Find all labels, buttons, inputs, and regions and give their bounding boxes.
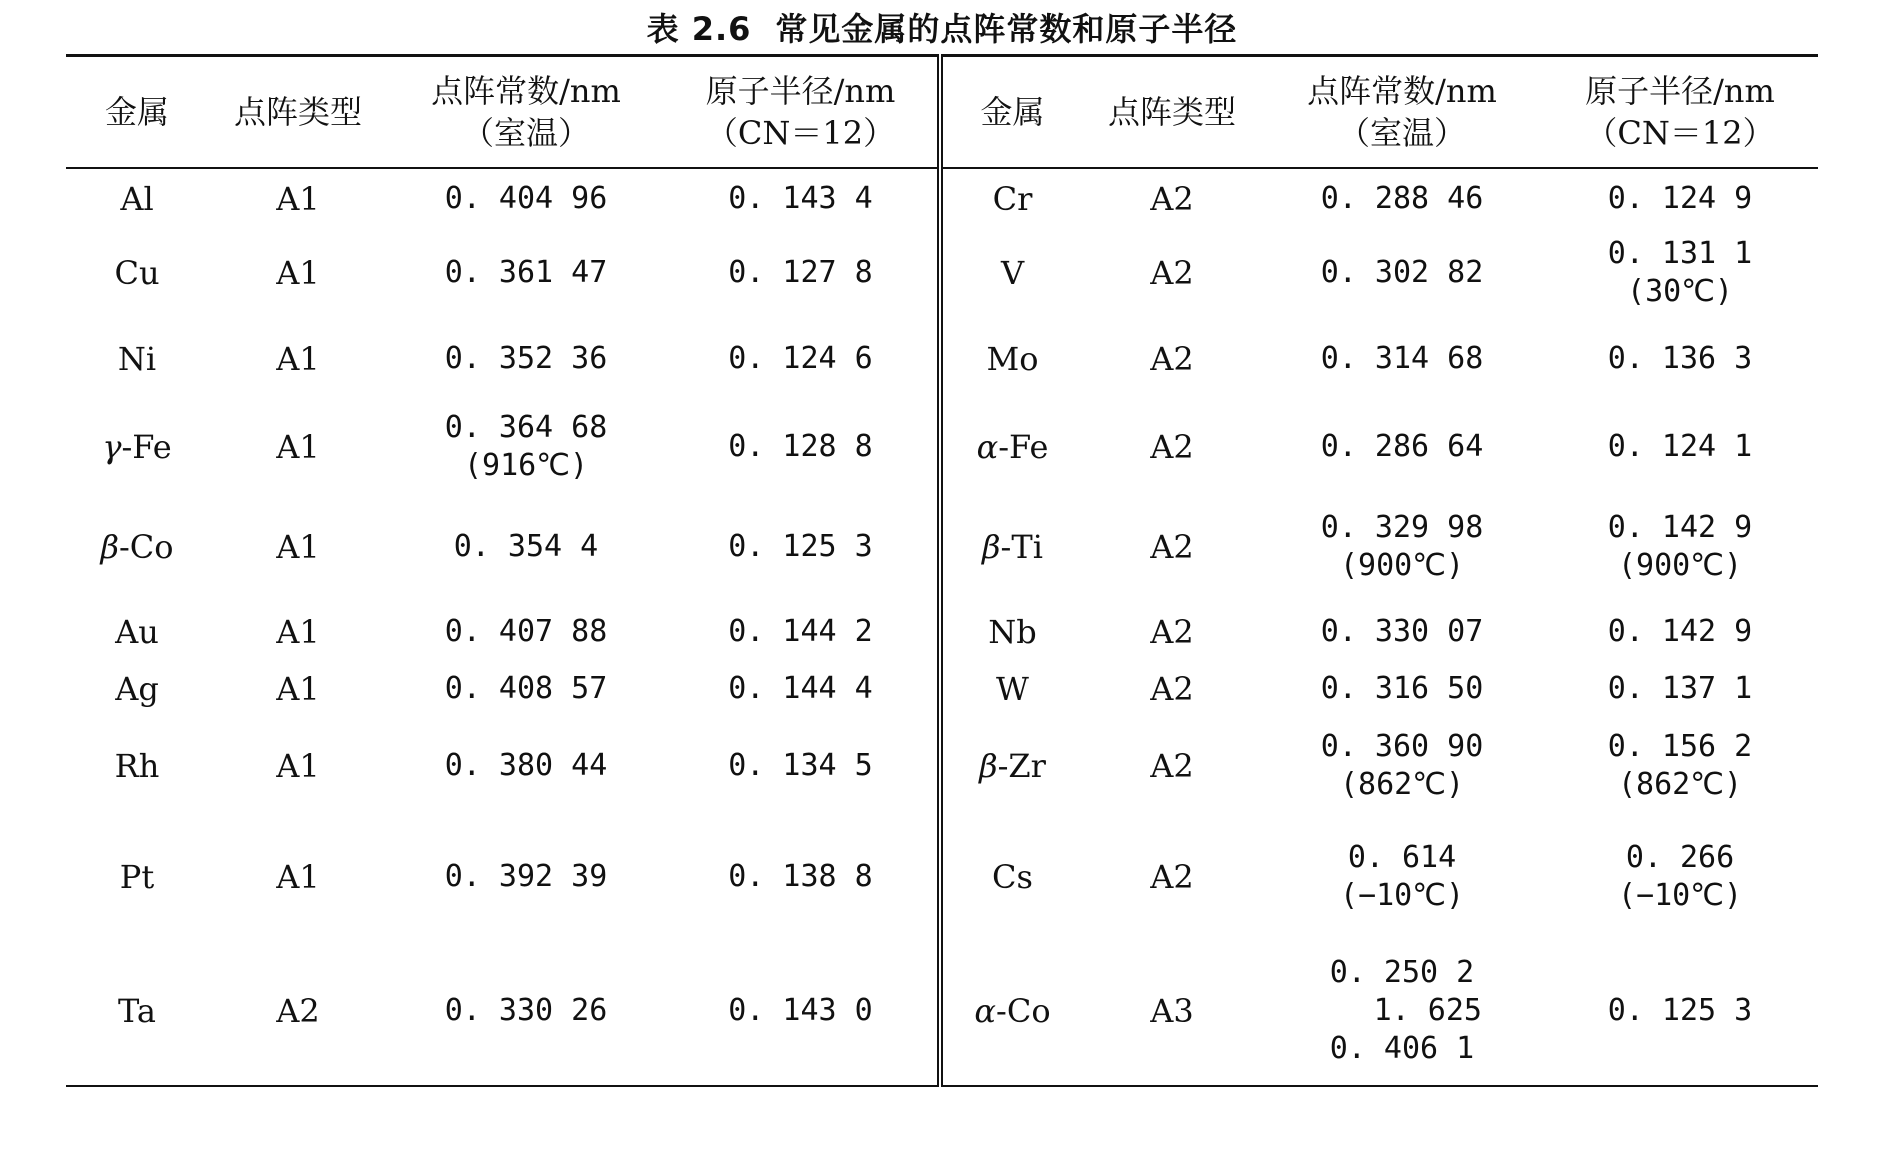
atomic-radius-cell bbox=[1542, 492, 1818, 602]
metal-phase-prefix: β bbox=[982, 527, 1001, 566]
lattice-constant-cell bbox=[388, 492, 664, 602]
lattice-constant-cell bbox=[1262, 316, 1542, 402]
metal-symbol: -Co bbox=[996, 992, 1051, 1030]
lattice-constant-cell-line: 0. 302 82 bbox=[1320, 254, 1484, 290]
column-header-label: 点阵类型 bbox=[233, 92, 362, 131]
table-body bbox=[66, 168, 1818, 1086]
lattice-constant-cell-line: 1. 625 bbox=[1373, 993, 1482, 1028]
metal-cell: Ta bbox=[66, 938, 208, 1086]
atomic-radius-cell bbox=[664, 316, 940, 402]
metal-cell bbox=[940, 716, 1082, 816]
metal-cell: Rh bbox=[114, 746, 160, 785]
atomic-radius-cell-line: 0. 124 9 bbox=[1607, 181, 1753, 216]
atomic-radius-cell bbox=[664, 662, 940, 716]
lattice-constant-cell-line: (916℃) bbox=[464, 447, 588, 483]
column-header bbox=[1082, 56, 1262, 168]
column-header-label: 原子半径/nm bbox=[705, 71, 896, 110]
lattice-constant-cell-line: 0. 361 47 bbox=[444, 254, 608, 290]
atomic-radius-cell bbox=[1542, 168, 1818, 230]
atomic-radius-cell-line: 0. 143 4 bbox=[728, 181, 873, 216]
metal-cell: Cs bbox=[992, 857, 1033, 896]
lattice-constant-cell bbox=[388, 316, 664, 402]
lattice-constant-cell-line: 0. 354 4 bbox=[453, 528, 599, 564]
lattice-constant-cell bbox=[1262, 168, 1542, 230]
metal-symbol: -Fe bbox=[121, 427, 172, 466]
lattice-constant-cell bbox=[1262, 938, 1542, 1086]
lattice-constant-cell bbox=[388, 816, 664, 938]
metal-cell: Ni bbox=[117, 339, 157, 378]
lattice-type-cell: A2 bbox=[1150, 180, 1194, 218]
metal-symbol: -Zr bbox=[997, 746, 1046, 785]
column-header-condition: （室温） bbox=[461, 113, 590, 152]
lattice-constant-cell-line: 0. 408 57 bbox=[444, 670, 608, 706]
metal-cell bbox=[66, 492, 208, 602]
lattice-constant-cell-line: 0. 360 90 bbox=[1320, 728, 1484, 764]
lattice-constant-cell bbox=[388, 402, 664, 492]
lattice-constant-cell-line: 0. 404 96 bbox=[444, 181, 608, 216]
lattice-constant-cell-line: 0. 352 36 bbox=[444, 340, 608, 376]
metal-cell bbox=[940, 938, 1082, 1086]
lattice-constant-cell bbox=[1262, 662, 1542, 716]
atomic-radius-cell bbox=[1542, 402, 1818, 492]
lattice-type-cell: A1 bbox=[276, 612, 320, 651]
lattice-constant-cell bbox=[1262, 402, 1542, 492]
metal-cell: Ag bbox=[115, 669, 159, 708]
metals-table bbox=[66, 54, 1818, 1087]
atomic-radius-cell-line: 0. 142 9 bbox=[1607, 509, 1753, 545]
lattice-type-cell: A1 bbox=[276, 669, 320, 708]
lattice-constant-cell-line: 0. 329 98 bbox=[1320, 509, 1484, 545]
table-row bbox=[66, 938, 1818, 1086]
lattice-type-cell: A1 bbox=[276, 180, 320, 218]
column-header-label: 点阵常数/nm bbox=[1307, 71, 1497, 110]
atomic-radius-cell-line: 0. 137 1 bbox=[1607, 670, 1753, 706]
atomic-radius-cell bbox=[1542, 816, 1818, 938]
lattice-constant-cell bbox=[388, 168, 664, 230]
table-row bbox=[66, 492, 1818, 602]
atomic-radius-cell-line: 0. 128 8 bbox=[728, 428, 873, 464]
table-row bbox=[66, 230, 1818, 316]
atomic-radius-cell bbox=[664, 816, 940, 938]
column-header bbox=[664, 56, 940, 168]
atomic-radius-cell-line: 0. 134 5 bbox=[728, 747, 873, 783]
metal-cell bbox=[66, 402, 208, 492]
column-header bbox=[1262, 56, 1542, 168]
lattice-constant-cell-line: 0. 330 07 bbox=[1320, 613, 1484, 649]
atomic-radius-cell-line: 0. 143 0 bbox=[728, 993, 873, 1028]
atomic-radius-cell-line: 0. 124 6 bbox=[728, 340, 873, 376]
column-header-label: 金属 bbox=[980, 92, 1045, 131]
lattice-constant-cell-line: (900℃) bbox=[1340, 547, 1464, 583]
atomic-radius-cell-line: 0. 138 8 bbox=[728, 858, 873, 894]
column-header-label: 原子半径/nm bbox=[1585, 71, 1775, 110]
lattice-type-cell: A1 bbox=[276, 427, 320, 466]
metal-cell: Al bbox=[120, 180, 154, 218]
table-row bbox=[66, 316, 1818, 402]
atomic-radius-cell bbox=[1542, 602, 1818, 662]
metal-cell bbox=[940, 402, 1082, 492]
lattice-constant-cell bbox=[388, 938, 664, 1086]
column-header bbox=[66, 56, 208, 168]
lattice-constant-cell-line: (862℃) bbox=[1340, 766, 1464, 802]
lattice-constant-cell-line: 0. 407 88 bbox=[444, 613, 608, 649]
lattice-type-cell: A2 bbox=[1150, 527, 1194, 566]
metal-cell: Au bbox=[115, 612, 159, 651]
table-row bbox=[66, 662, 1818, 716]
table-number: 表 2.6 bbox=[646, 10, 752, 48]
atomic-radius-cell-line: 0. 127 8 bbox=[728, 254, 873, 290]
lattice-constant-cell bbox=[388, 716, 664, 816]
lattice-type-cell: A2 bbox=[1150, 612, 1194, 651]
lattice-constant-cell bbox=[388, 602, 664, 662]
lattice-constant-cell bbox=[1262, 230, 1542, 316]
metal-phase-prefix: α bbox=[976, 427, 999, 466]
table-row bbox=[66, 602, 1818, 662]
lattice-constant-cell-line: 0. 380 44 bbox=[444, 747, 608, 783]
lattice-type-cell: A1 bbox=[276, 339, 320, 378]
atomic-radius-cell-line: 0. 266 bbox=[1625, 839, 1735, 875]
atomic-radius-cell-line: (30℃) bbox=[1627, 273, 1733, 309]
lattice-constant-cell-line: 0. 288 46 bbox=[1320, 181, 1484, 216]
column-header-condition: （CN＝12） bbox=[1585, 113, 1775, 152]
lattice-constant-cell-line: 0. 392 39 bbox=[444, 858, 608, 894]
lattice-constant-cell-line: 0. 250 2 bbox=[1329, 955, 1475, 990]
atomic-radius-cell-line: 0. 144 2 bbox=[728, 613, 873, 649]
metal-cell: Mo bbox=[986, 339, 1039, 378]
atomic-radius-cell bbox=[664, 716, 940, 816]
atomic-radius-cell-line: 0. 142 9 bbox=[1607, 613, 1753, 649]
lattice-constant-cell-line: 0. 364 68 bbox=[444, 409, 608, 445]
lattice-constant-cell bbox=[1262, 716, 1542, 816]
column-header bbox=[1542, 56, 1818, 168]
lattice-constant-cell-line: 0. 286 64 bbox=[1320, 428, 1484, 464]
lattice-constant-cell bbox=[388, 662, 664, 716]
atomic-radius-cell bbox=[664, 168, 940, 230]
header-row bbox=[66, 56, 1818, 168]
metal-symbol: -Co bbox=[118, 527, 174, 566]
atomic-radius-cell-line: 0. 136 3 bbox=[1607, 340, 1753, 376]
lattice-type-cell: A1 bbox=[276, 527, 320, 566]
lattice-type-cell: A2 bbox=[208, 938, 388, 1086]
lattice-type-cell: A1 bbox=[276, 746, 320, 785]
atomic-radius-cell bbox=[1542, 938, 1818, 1086]
column-header bbox=[208, 56, 388, 168]
table-row bbox=[66, 168, 1818, 230]
lattice-constant-cell bbox=[1262, 816, 1542, 938]
atomic-radius-cell bbox=[664, 492, 940, 602]
lattice-type-cell: A1 bbox=[276, 857, 320, 896]
atomic-radius-cell bbox=[1542, 716, 1818, 816]
atomic-radius-cell-line: 0. 131 1 bbox=[1607, 235, 1753, 271]
atomic-radius-cell-line: 0. 125 3 bbox=[728, 528, 873, 564]
lattice-constant-cell-line: 0. 614 bbox=[1347, 839, 1457, 875]
lattice-type-cell: A2 bbox=[1150, 253, 1194, 292]
lattice-constant-cell-line: 0. 330 26 bbox=[444, 993, 608, 1028]
metal-cell: V bbox=[1000, 253, 1025, 292]
atomic-radius-cell bbox=[664, 402, 940, 492]
column-header bbox=[940, 56, 1082, 168]
atomic-radius-cell bbox=[1542, 230, 1818, 316]
metal-symbol: -Fe bbox=[998, 427, 1049, 466]
metal-phase-prefix: α bbox=[974, 992, 997, 1030]
column-header-condition: （CN＝12） bbox=[705, 113, 896, 152]
lattice-constant-cell bbox=[1262, 492, 1542, 602]
atomic-radius-cell-line: 0. 124 1 bbox=[1607, 428, 1753, 464]
metal-cell: Pt bbox=[119, 857, 155, 896]
lattice-constant-cell-line: 0. 316 50 bbox=[1320, 670, 1484, 706]
atomic-radius-cell bbox=[664, 230, 940, 316]
lattice-type-cell: A2 bbox=[1150, 746, 1194, 785]
table-row bbox=[66, 816, 1818, 938]
lattice-type-cell: A1 bbox=[276, 253, 320, 292]
atomic-radius-cell-line: 0. 125 3 bbox=[1607, 993, 1753, 1028]
table-caption bbox=[0, 4, 1884, 50]
lattice-constant-cell-line: 0. 314 68 bbox=[1320, 340, 1484, 376]
table-row bbox=[66, 716, 1818, 816]
metal-phase-prefix: β bbox=[100, 527, 119, 566]
atomic-radius-cell-line: 0. 144 4 bbox=[728, 670, 873, 706]
column-header bbox=[388, 56, 664, 168]
lattice-constant-cell-line: 0. 406 1 bbox=[1329, 1031, 1475, 1066]
atomic-radius-cell-line: (862℃) bbox=[1618, 766, 1742, 802]
lattice-type-cell: A3 bbox=[1082, 938, 1262, 1086]
lattice-type-cell: A2 bbox=[1150, 427, 1194, 466]
metal-cell: W bbox=[996, 669, 1029, 708]
column-header-label: 点阵常数/nm bbox=[431, 71, 621, 110]
column-header-condition: （室温） bbox=[1337, 113, 1466, 152]
table-row bbox=[66, 402, 1818, 492]
atomic-radius-cell-line: (900℃) bbox=[1618, 547, 1742, 583]
metal-cell: Nb bbox=[988, 612, 1037, 651]
atomic-radius-cell bbox=[664, 602, 940, 662]
lattice-type-cell: A2 bbox=[1150, 669, 1194, 708]
column-header-label: 金属 bbox=[104, 92, 169, 131]
column-header-label: 点阵类型 bbox=[1107, 92, 1236, 131]
atomic-radius-cell-line: 0. 156 2 bbox=[1607, 728, 1753, 764]
table-title: 常见金属的点阵常数和原子半径 bbox=[775, 10, 1238, 48]
lattice-constant-cell bbox=[1262, 602, 1542, 662]
atomic-radius-cell-line: (−10℃) bbox=[1618, 877, 1742, 913]
lattice-type-cell: A2 bbox=[1150, 857, 1194, 896]
metal-cell: Cu bbox=[114, 253, 160, 292]
lattice-constant-cell-line: (−10℃) bbox=[1340, 877, 1464, 913]
lattice-constant-cell bbox=[388, 230, 664, 316]
metal-phase-prefix: β bbox=[979, 746, 998, 785]
atomic-radius-cell bbox=[1542, 316, 1818, 402]
atomic-radius-cell bbox=[1542, 662, 1818, 716]
lattice-type-cell: A2 bbox=[1150, 339, 1194, 378]
metal-phase-prefix: γ bbox=[102, 427, 122, 466]
metal-cell bbox=[940, 492, 1082, 602]
atomic-radius-cell bbox=[664, 938, 940, 1086]
metal-symbol: -Ti bbox=[1000, 527, 1043, 566]
metal-cell: Cr bbox=[992, 180, 1033, 218]
